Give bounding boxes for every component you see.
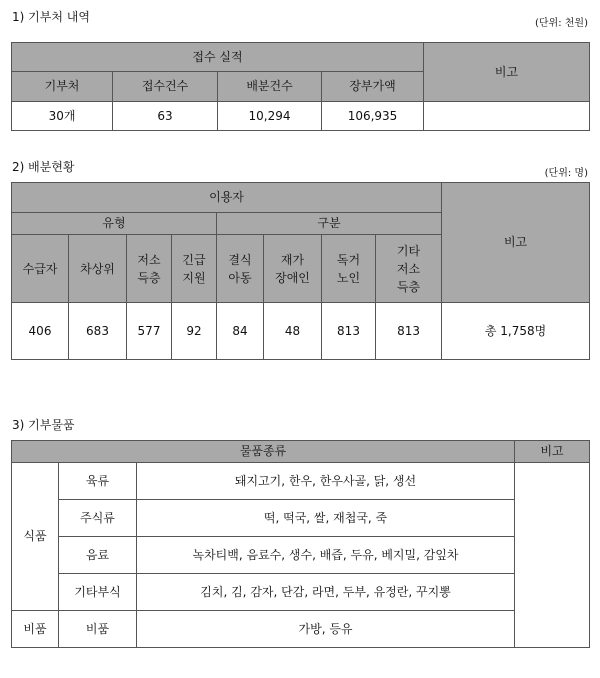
section1-unit: (단위: 천원) [535,18,588,29]
item-type-meat: 육류 [59,463,137,500]
value-near-poverty: 683 [69,303,127,360]
category-supplies: 비품 [12,611,59,648]
remark-header: 비고 [515,441,590,463]
col-donor: 기부처 [12,72,113,102]
item-detail-other-side: 김치, 김, 감자, 단감, 라면, 두부, 유정란, 꾸지뽕 [137,574,515,611]
value-undernourished-children: 84 [217,303,264,360]
value-elderly-alone: 813 [322,303,376,360]
distributed-count: 10,294 [218,102,322,131]
total-remark: 총 1,758명 [442,303,590,360]
value-basic-recipient: 406 [12,303,69,360]
col-undernourished-children: 결식 아동 [217,235,264,303]
col-other-low-income: 기타 저소 득층 [376,235,442,303]
item-type-supplies: 비품 [59,611,137,648]
donor-table [11,42,590,131]
goods-remark [515,463,590,648]
received-count: 63 [113,102,218,131]
remark-cell [424,102,590,131]
section1-title: 1) 기부처 내역 [12,10,90,24]
value-emergency-support: 92 [172,303,217,360]
value-home-disabled: 48 [264,303,322,360]
item-type-staple: 주식류 [59,500,137,537]
item-detail-supplies: 가방, 등유 [137,611,515,648]
book-value: 106,935 [322,102,424,131]
col-home-disabled: 재가 장애인 [264,235,322,303]
col-near-poverty: 차상위 [69,235,127,303]
col-low-income: 저소 득층 [127,235,172,303]
goods-type-header: 물품종류 [12,441,515,463]
col-distributed-count: 배분건수 [218,72,322,102]
users-header: 이용자 [12,183,442,213]
category-food: 식품 [12,463,59,611]
col-received-count: 접수건수 [113,72,218,102]
col-emergency-support: 긴급 지원 [172,235,217,303]
col-elderly-alone: 독거 노인 [322,235,376,303]
item-detail-staple: 떡, 떡국, 쌀, 재첩국, 죽 [137,500,515,537]
section3-title: 3) 기부물품 [12,418,75,432]
remark-header: 비고 [442,183,590,303]
item-detail-beverage: 녹차티백, 음료수, 생수, 배즙, 두유, 베지밀, 감잎차 [137,537,515,574]
col-basic-recipient: 수급자 [12,235,69,303]
value-low-income: 577 [127,303,172,360]
item-type-other-side: 기타부식 [59,574,137,611]
remark-header: 비고 [424,43,590,102]
reception-results-header: 접수 실적 [12,43,424,72]
distribution-table [11,182,590,360]
donated-goods-table [11,440,590,648]
type-header: 유형 [12,213,217,235]
item-type-beverage: 음료 [59,537,137,574]
section2-unit: (단위: 명) [544,168,588,179]
section2-title: 2) 배분현황 [12,160,75,174]
value-other-low-income: 813 [376,303,442,360]
item-detail-meat: 돼지고기, 한우, 한우사골, 닭, 생선 [137,463,515,500]
col-book-value: 장부가액 [322,72,424,102]
donor-count: 30개 [12,102,113,131]
class-header: 구분 [217,213,442,235]
